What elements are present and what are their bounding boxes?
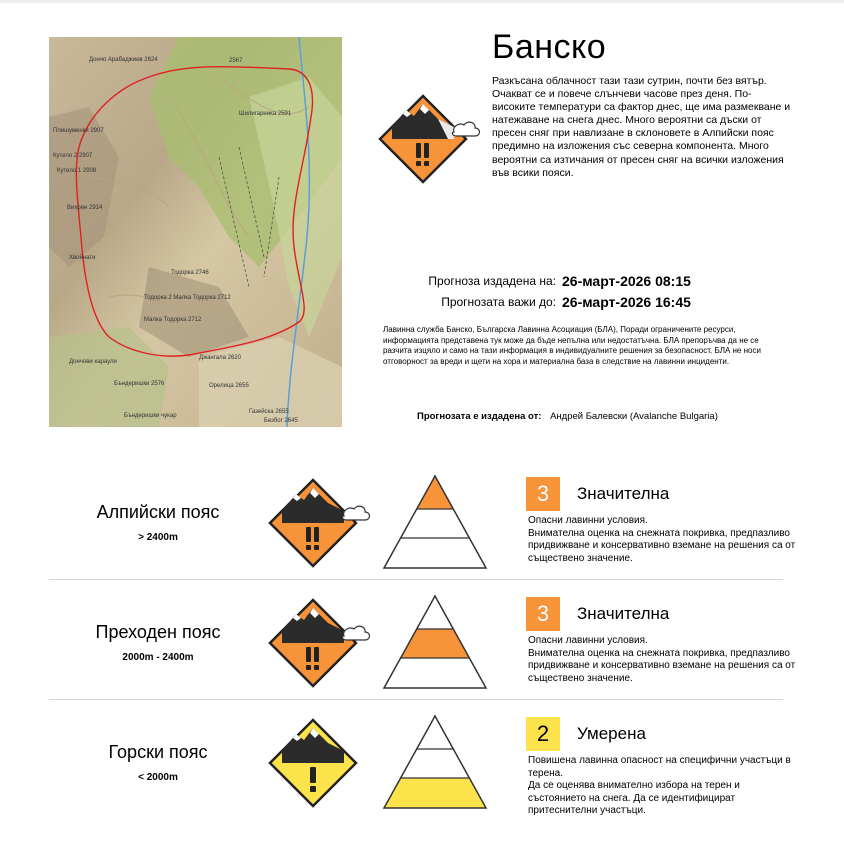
map-label: Безбог 2645 [264,418,298,424]
elevation-pyramid [380,472,490,577]
danger-icon [266,596,376,697]
elevation-pyramid [380,712,490,817]
forecast-area-map [49,37,342,427]
band-divider [49,579,783,580]
issued-label: Прогноза издадена на: [428,273,556,288]
valid-value: 26-март-2026 16:45 [562,293,691,310]
danger-level-name: Значителна [577,604,670,623]
map-label: Орелица 2655 [209,383,249,389]
map-label: Тодорка 2746 [171,270,209,276]
band-name: Алпийски пояс [96,502,220,522]
map-label: Бъндеришки чукар [124,413,177,419]
valid-label: Прогнозата важи до: [441,294,556,309]
top-divider [0,0,844,3]
danger-level-description: Опасни лавинни условия. Внимателна оценка на снежната покривка, предпазливо придвижване и консервативно вземане на решения са от съществено значение. [528,515,796,564]
overall-danger-icon [378,92,484,191]
map-label: Кутело 2 2907 [53,153,93,159]
page-title: Банско [492,28,607,66]
map-label: Плишуменки 2907 [53,128,104,134]
band-below-treeline [0,702,844,820]
danger-level-description: Опасни лавинни условия. Внимателна оценка на снежната покривка, предпазливо придвижване и консервативно вземане на решения са от съществено значение. [528,635,796,684]
map-label: Дончови караули [69,359,117,365]
map-label: Вихрен 2914 [67,205,103,211]
author-value: Андрей Балевски (Avalanche Bulgaria) [550,411,718,422]
danger-level-description: Повишена лавинна опасност на специфични участъци в терена. Да се оценява внимателно избора на терен и състоянието на снега. Да се идентифицират притеснителни участъци. [528,755,791,816]
map-label: Кутело 1 2908 [57,168,97,174]
author-line [417,411,718,422]
band-name: Горски пояс [108,742,208,762]
map-label: Малка Тодорка 2712 [144,317,202,323]
band-divider [49,699,783,700]
issued-row [370,270,770,291]
band-altitude: < 2000m [138,772,178,783]
map-label: Джангала 2620 [199,355,241,361]
band-treeline [0,582,844,700]
disclaimer: Лавинна служба Банско, Българска Лавинна Асоциация (БЛА), Поради ограничените ресурси, информацията представена тук може да бъде непълна или недостатъчна. БЛА препоръчва да не се разчита изцяло и само на тази информация в индивидуалните решения за безопасност. БЛА не носи отговорност за вреди и щети на хора и материална база в следствие на лавинни инциденти. [383,325,761,366]
map-label: Газейска 2655 [249,409,289,415]
author-label: Прогнозата е издадена от: [417,411,542,422]
band-altitude: 2000m - 2400m [122,652,194,663]
danger-level-number: 3 [526,477,560,511]
band-alpine [0,462,844,580]
danger-icon [266,476,376,577]
danger-level-number: 2 [526,717,560,751]
elevation-pyramid [380,592,490,697]
map-label: Бъндеришки 2576 [114,381,165,387]
forecast-timing [370,270,770,312]
band-altitude: > 2400m [138,532,178,543]
danger-level-number: 3 [526,597,560,631]
forecast-summary: Разкъсана облачност тази тази сутрин, почти без вятър. Очакват се и повече слънчеви часове през деня. По-високите температури са фактор днес, ще има размекване и натежаване на снега днес. Много вероятни са дъски от пресен сняг при навлизане в склоновете в Алпийски пояс предимно на изложения със северна компонента. Много вероятни са изтичания от пресен сняг на всички изложения във всики пояси. [492,75,791,179]
map-label: 2567 [229,58,243,64]
band-name: Преходен пояс [95,622,221,642]
map-label: Дончо Арабаджиев 2624 [89,57,158,63]
danger-icon [266,716,376,817]
map-label: Шилигарника 2591 [239,111,292,117]
danger-level-name: Значителна [577,484,670,503]
map-label: Тодорка 2 Малка Тодорка 2712 [144,295,231,301]
valid-row [370,291,770,312]
map-label: Хвойнати [69,255,96,261]
issued-value: 26-март-2026 08:15 [562,272,691,289]
danger-level-name: Умерена [577,724,646,743]
